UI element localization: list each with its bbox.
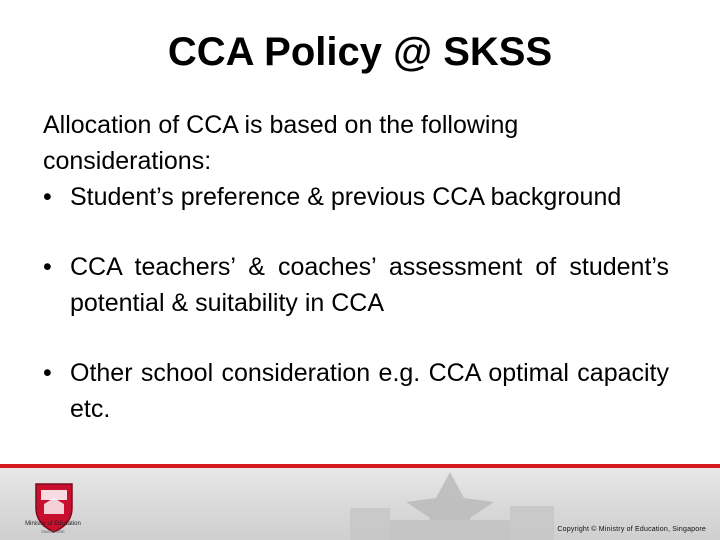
logo-subtitle: SINGAPORE xyxy=(41,529,65,534)
slide-title: CCA Policy @ SKSS xyxy=(167,30,553,74)
logo-name: Ministry of Education xyxy=(25,521,81,527)
building-watermark-icon xyxy=(330,468,570,540)
copyright-notice: Copyright © Ministry of Education, Singapore xyxy=(557,526,706,533)
bullet-dot: • xyxy=(43,183,52,211)
bullet-item xyxy=(43,355,669,427)
bullet-text: Student’s preference & previous CCA background xyxy=(70,183,622,211)
bullet-dot: • xyxy=(43,359,52,387)
slide-body xyxy=(43,107,669,427)
bullet-text: Other school consideration e.g. CCA optimal capacity etc. xyxy=(70,359,669,423)
bullet-item xyxy=(43,179,669,215)
bullet-dot: • xyxy=(43,253,52,281)
bullet-item xyxy=(43,249,669,321)
intro-text: Allocation of CCA is based on the following considerations: xyxy=(43,111,519,175)
logo-caption xyxy=(17,521,89,535)
bullet-text: CCA teachers’ & coaches’ assessment of student’s potential & suitability in CCA xyxy=(70,253,669,317)
footer-banner xyxy=(0,464,720,540)
bullet-list xyxy=(43,179,669,427)
